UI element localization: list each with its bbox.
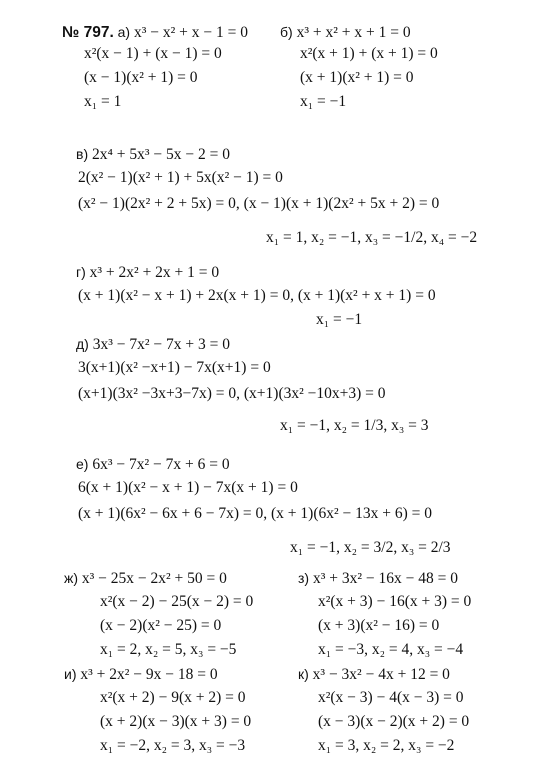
problem-number: № 797. <box>62 24 114 41</box>
exercise-e-equation: 6x³ − 7x² − 7x + 6 = 0 <box>92 456 230 473</box>
exercise-k-line-2: x²(x − 3) − 4(x − 3) = 0 <box>318 689 464 706</box>
exercise-zh-line-2: x²(x − 2) − 25(x − 2) = 0 <box>100 593 254 610</box>
exercise-b-answer: x₁ = −1 <box>300 93 347 110</box>
exercise-a-label: а) <box>117 24 131 40</box>
exercise-k-line-1 <box>298 664 450 685</box>
exercise-d-label: д) <box>76 336 89 352</box>
exercise-b-line-2: x²(x + 1) + (x + 1) = 0 <box>300 45 438 62</box>
exercise-z-line-3: (x + 3)(x² − 16) = 0 <box>318 617 440 634</box>
exercise-v-label: в) <box>76 146 89 162</box>
exercise-g-line-2: (x + 1)(x² − x + 1) + 2x(x + 1) = 0, (x + 1)(x² + x + 1) = 0 <box>78 287 436 304</box>
exercise-v-line-2: 2(x² − 1)(x² + 1) + 5x(x² − 1) = 0 <box>78 169 283 186</box>
exercise-e-answer: x₁ = −1, x₂ = 3/2, x₃ = 2/3 <box>290 539 451 556</box>
exercise-z-equation: x³ + 3x² − 16x − 48 = 0 <box>312 570 458 587</box>
exercise-a-line-2: x²(x − 1) + (x − 1) = 0 <box>84 45 222 62</box>
exercise-k-equation: x³ − 3x² − 4x + 12 = 0 <box>312 666 450 683</box>
exercise-a-answer: x₁ = 1 <box>84 93 122 110</box>
exercise-z-label: з) <box>298 570 310 586</box>
exercise-k-label: к) <box>298 666 309 682</box>
exercise-g-line-1 <box>76 262 219 283</box>
exercise-d-line-3: (x+1)(3x² −3x+3−7x) = 0, (x+1)(3x² −10x+3) = 0 <box>78 385 386 402</box>
exercise-z-line-2: x²(x + 3) − 16(x + 3) = 0 <box>318 593 472 610</box>
exercise-a-line-3: (x − 1)(x² + 1) = 0 <box>84 69 198 86</box>
exercise-i-answer: x₁ = −2, x₂ = 3, x₃ = −3 <box>100 737 246 754</box>
exercise-zh-answer: x₁ = 2, x₂ = 5, x₃ = −5 <box>100 641 237 658</box>
exercise-i-label: и) <box>64 666 77 682</box>
exercise-zh-line-3: (x − 2)(x² − 25) = 0 <box>100 617 222 634</box>
exercise-g-equation: x³ + 2x² + 2x + 1 = 0 <box>89 264 220 281</box>
exercise-d-answer: x₁ = −1, x₂ = 1/3, x₃ = 3 <box>280 417 429 434</box>
exercise-a-equation: x³ − x² + x − 1 = 0 <box>133 24 248 41</box>
exercise-i-line-3: (x + 2)(x − 3)(x + 3) = 0 <box>100 713 252 730</box>
exercise-b-equation: x³ + x² + x + 1 = 0 <box>296 24 411 41</box>
exercise-v-line-1 <box>76 144 230 165</box>
exercise-zh-equation: x³ − 25x − 2x² + 50 = 0 <box>81 570 227 587</box>
exercise-zh-label: ж) <box>64 570 79 586</box>
exercise-d-line-1 <box>76 334 230 355</box>
exercise-v-line-3: (x² − 1)(2x² + 2 + 5x) = 0, (x − 1)(x + 1)(2x² + 5x + 2) = 0 <box>78 195 440 212</box>
exercise-i-line-1 <box>64 664 218 685</box>
exercise-d-equation: 3x³ − 7x² − 7x + 3 = 0 <box>92 336 230 353</box>
exercise-g-answer: x₁ = −1 <box>316 311 363 328</box>
exercise-e-line-2: 6(x + 1)(x² − x + 1) − 7x(x + 1) = 0 <box>78 479 298 496</box>
exercise-k-answer: x₁ = 3, x₂ = 2, x₃ = −2 <box>318 737 455 754</box>
exercise-a-line-1 <box>62 22 248 43</box>
exercise-e-line-1 <box>76 454 230 475</box>
exercise-i-equation: x³ + 2x² − 9x − 18 = 0 <box>80 666 218 683</box>
exercise-e-label: е) <box>76 456 89 472</box>
exercise-d-line-2: 3(x+1)(x² −x+1) − 7x(x+1) = 0 <box>78 359 271 376</box>
exercise-v-answer: x₁ = 1, x₂ = −1, x₃ = −1/2, x₄ = −2 <box>266 229 478 246</box>
exercise-z-line-1 <box>298 568 458 589</box>
exercise-e-line-3: (x + 1)(6x² − 6x + 6 − 7x) = 0, (x + 1)(6x² − 13x + 6) = 0 <box>78 505 433 522</box>
exercise-b-label: б) <box>280 24 293 40</box>
exercise-g-label: г) <box>76 264 86 280</box>
exercise-i-line-2: x²(x + 2) − 9(x + 2) = 0 <box>100 689 246 706</box>
exercise-v-equation: 2x⁴ + 5x³ − 5x − 2 = 0 <box>91 146 231 163</box>
exercise-z-answer: x₁ = −3, x₂ = 4, x₃ = −4 <box>318 641 464 658</box>
exercise-b-line-1 <box>280 22 411 43</box>
exercise-b-line-3: (x + 1)(x² + 1) = 0 <box>300 69 414 86</box>
exercise-k-line-3: (x − 3)(x − 2)(x + 2) = 0 <box>318 713 470 730</box>
exercise-zh-line-1 <box>64 568 227 589</box>
